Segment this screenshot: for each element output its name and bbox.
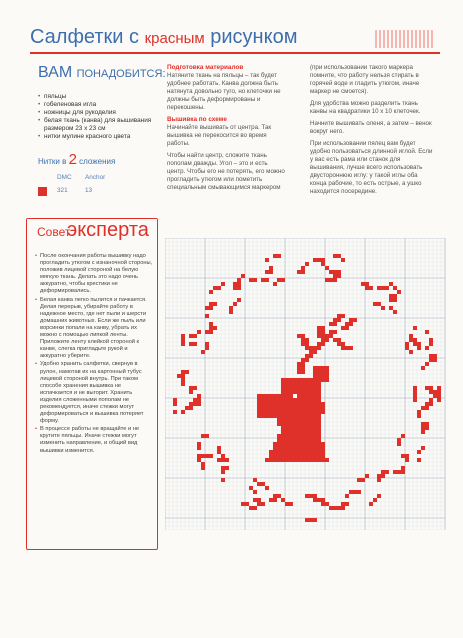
title-part2: красным — [144, 30, 205, 47]
threads-suffix: сложения — [76, 157, 116, 166]
anchor-label: Anchor — [85, 174, 106, 181]
threads-label: Нитки в — [38, 157, 69, 166]
instructions-column-2 — [310, 64, 435, 200]
materials-heading-small: ПОНАДОБИТСЯ: — [76, 68, 166, 80]
list-item: • нитки мулине красного цвета — [38, 133, 158, 141]
materials-column — [38, 64, 166, 196]
expert-tip-heading — [27, 219, 157, 253]
tip-heading-small: Совет — [37, 225, 71, 239]
list-item: • белая ткань (канва) для вышивания размером 23 х 23 см — [38, 117, 158, 133]
materials-heading — [38, 64, 166, 83]
grid-tip: Для удобства можно разделить ткань канвы на квадратики 10 х 10 клеточек. — [310, 100, 421, 115]
page-title — [30, 26, 297, 49]
anchor-value: 13 — [85, 187, 93, 194]
list-item: • пяльцы — [38, 93, 158, 101]
list-item: • В процессе работы не вращайте и не крутите пяльцы. Иначе стежки могут изменить направление, и общий вид вышивки изменится. — [35, 426, 153, 454]
list-item: • гобеленовая игла — [38, 101, 158, 109]
marker-note: (при использовании такого маркера помните, что работу нельзя стирать в горячей воде и гладить утюгом, иначе маркер не смоется). — [310, 64, 420, 95]
list-item: • Удобно хранить салфетки, свернув в рулон, намотав их на картонный тубус лицевой стороной внутрь. При таком способе хранения вышивка не испачкается и не выгорит. Хранить изделия сложенными пополам не рекомендуется, иначе стежки могут деформироваться и вышивка потеряет форму. — [35, 361, 153, 425]
dmc-value: 321 — [57, 187, 68, 194]
list-item: • Белая канва легко пылится и пачкается. Делая перерыв, убирайте работу в надежное место, где нет пыли и шерсти домашних животных. Если же пыль или ворсинки попали на канву, убрать их можно с помощью липкой ленты. Приложите ленту клейкой стороной к канве, слегка пригладьте рукой и аккуратно уберите. — [35, 297, 153, 361]
list-item: • ножницы для рукоделия — [38, 109, 158, 117]
threads-heading — [38, 151, 158, 168]
deer-wreath-pattern — [165, 238, 447, 530]
dmc-label: DMC — [57, 174, 72, 181]
needle-tip: При использовании пялец вам будет удобно пользоваться длинной иглой. Если у вас есть рама или станок для вышивания, лучше всего использовать двустороннюю иглу: у такой иглы оба конца рабочие, то есть острые, а ушко находится посередине. — [310, 140, 433, 195]
order-tip: Начните вышивать оленя, а затем – венок вокруг него. — [310, 120, 432, 135]
expert-tip-box — [26, 218, 158, 550]
decorative-stripes — [375, 30, 433, 48]
threads-count: 2 — [68, 151, 77, 168]
materials-heading-big: ВАМ — [38, 64, 77, 81]
list-item: • После окончания работы вышивку надо прогладить утюгом с изнаночной стороны, положив лицевой стороной на белую мягкую ткань. Делать это надо очень аккуратно, чтобы крестики не деформировались. — [35, 253, 153, 296]
red-color-swatch — [38, 187, 47, 196]
tip-heading-big: эксперта — [67, 219, 149, 241]
thread-table-header — [38, 174, 158, 181]
prep-heading: Подготовка материалов — [167, 64, 244, 71]
title-underline — [30, 52, 440, 54]
instructions-column — [167, 64, 285, 196]
scheme-heading: Вышивка по схеме — [167, 116, 227, 123]
prep-text: Натяните ткань на пяльцы – так будет удобнее работать. Канва должна быть натянута довольно туго, но клеточки не должны быть деформированы и перекошены. — [167, 72, 281, 111]
scheme-text-2: Чтобы найти центр, сложите ткань пополам дважды. Угол – это и есть центр. Чтобы его не потерять, его можно прогладить утюгом или пометить специальным смывающимся маркером — [167, 152, 285, 191]
title-part1: Салфетки с — [30, 26, 145, 48]
tips-list — [35, 253, 153, 456]
cross-stitch-chart — [165, 238, 447, 530]
materials-list — [38, 93, 158, 141]
thread-table-row — [38, 187, 158, 196]
scheme-text-1: Начинайте вышивать от центра. Так вышивка не перекосится во время работы. — [167, 124, 272, 147]
title-part3: рисунком — [204, 26, 298, 48]
